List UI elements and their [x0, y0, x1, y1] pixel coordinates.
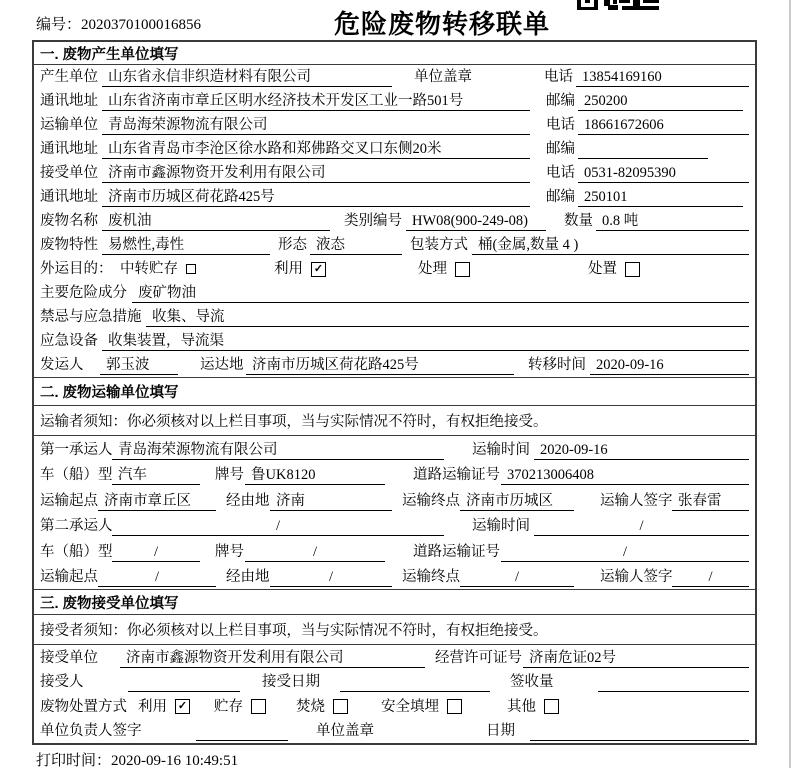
transport-address-label: 通讯地址 — [40, 141, 98, 157]
producer-zip-value: 250200 — [578, 91, 743, 111]
origin-2-label: 运输起点 — [40, 569, 98, 585]
producer-phone-value: 13854169160 — [576, 67, 749, 87]
option-utilize-label: 利用 — [274, 261, 303, 277]
option-disposal-other — [507, 697, 559, 717]
transport-time-1-value: 2020-09-16 — [534, 440, 749, 460]
receive-unit-value: 济南市鑫源物资开发利用有限公司 — [102, 163, 530, 183]
vehicle-type-1-label: 车（船）型 — [40, 467, 113, 483]
row-receiver-person — [34, 670, 755, 695]
row-main-hazard — [34, 281, 755, 305]
row-shipper — [34, 353, 755, 377]
row-producer-unit — [34, 65, 755, 89]
producer-unit-value: 山东省永信非织造材料有限公司 — [102, 67, 392, 87]
option-disposal-storage-label: 贮存 — [214, 698, 243, 715]
row-second-carrier — [34, 513, 755, 539]
row-route-1 — [34, 487, 755, 513]
transport-phone-label: 电话 — [546, 117, 575, 133]
via-2-label: 经由地 — [226, 569, 270, 585]
transport-unit-value: 青岛海荣源物流有限公司 — [102, 115, 530, 135]
checkbox-disposal-landfill-icon — [447, 699, 462, 714]
origin-1-value: 济南市章丘区 — [98, 491, 216, 511]
page-right-edge — [789, 0, 791, 768]
option-disposal-utilize — [138, 697, 190, 717]
destination-label: 运达地 — [200, 357, 244, 373]
vehicle-type-2-label: 车（船）型 — [40, 543, 113, 560]
receive-phone-label: 电话 — [546, 165, 575, 181]
checkbox-dispose-icon — [625, 262, 640, 277]
carrier-sign-2-value: / — [672, 567, 749, 587]
option-transit-storage-label: 中转贮存 — [120, 261, 178, 277]
second-carrier-value: / — [112, 516, 444, 536]
waste-character-label: 废物特性 — [40, 237, 98, 253]
checkbox-treat-icon — [455, 262, 470, 277]
carrier-sign-2-label: 运输人签字 — [600, 569, 673, 585]
second-carrier-label: 第二承运人 — [40, 518, 113, 534]
license-number-label: 经营许可证号 — [435, 649, 522, 666]
vehicle-type-2-value: / — [112, 542, 200, 562]
row-route-2 — [34, 564, 755, 590]
receive-address-value: 济南市历城区荷花路425号 — [102, 187, 530, 207]
origin-1-label: 运输起点 — [40, 492, 98, 509]
received-amount-value — [598, 672, 749, 692]
receive-unit-label: 接受单位 — [40, 165, 98, 181]
receive-date-label: 接受日期 — [262, 674, 320, 690]
receiving-unit-label: 接受单位 — [40, 649, 98, 666]
receiver-notice-text: 你必须核对以上栏目事项，当与实际情况不符时，有权拒绝接受。 — [127, 623, 548, 639]
terminal-1-value: 济南市历城区 — [460, 491, 574, 511]
packing-method-value: 桶(金属,数量 4 ) — [472, 235, 749, 255]
receiver-person-value — [128, 672, 240, 692]
row-receiving-unit — [34, 645, 755, 670]
waste-character-value: 易燃性,毒性 — [102, 235, 270, 255]
checkbox-disposal-other-icon — [544, 699, 559, 714]
transport-time-2-label: 运输时间 — [472, 518, 530, 534]
date-value — [530, 721, 749, 741]
category-code-label: 类别编号 — [344, 213, 402, 229]
producer-address-value: 山东省济南市章丘区明水经济技术开发区工业一路501号 — [102, 91, 530, 111]
row-waste-character — [34, 233, 755, 257]
emergency-equipment-value: 收集装置，导流渠 — [102, 331, 749, 351]
destination-value: 济南市历城区荷花路425号 — [246, 355, 514, 375]
unit-seal-label-2: 单位盖章 — [316, 723, 374, 739]
section-2-header: 二. 废物运输单位填写 — [34, 377, 755, 406]
row-receive-unit — [34, 161, 755, 185]
road-permit-1-label: 道路运输证号 — [413, 467, 500, 483]
main-hazard-label: 主要危险成分 — [40, 285, 127, 301]
option-disposal-other-label: 其他 — [507, 698, 536, 715]
carrier-sign-1-label: 运输人签字 — [600, 492, 673, 509]
row-emergency-equipment — [34, 329, 755, 353]
plate-number-2-value: / — [245, 542, 385, 562]
option-dispose — [588, 259, 640, 279]
transport-phone-value: 18661672606 — [578, 115, 749, 135]
receiver-notice-label: 接受者须知： — [40, 623, 127, 639]
checkbox-disposal-incinerate-icon — [333, 699, 348, 714]
row-transport-unit — [34, 113, 755, 137]
leader-signature-value — [196, 721, 288, 741]
transporter-notice — [34, 406, 755, 436]
shipper-value: 郭玉波 — [100, 355, 178, 375]
checkbox-transit-storage-icon — [186, 264, 196, 274]
transfer-time-value: 2020-09-16 — [590, 355, 749, 375]
received-amount-label: 签收量 — [510, 674, 554, 690]
option-disposal-landfill — [381, 697, 462, 717]
terminal-2-value: / — [460, 567, 574, 587]
taboo-measures-value: 收集、导流 — [146, 307, 749, 327]
option-disposal-storage — [214, 697, 266, 717]
transport-zip-value — [578, 139, 708, 159]
waste-name-label: 废物名称 — [40, 213, 98, 229]
emergency-equipment-label: 应急设备 — [40, 333, 98, 349]
transport-unit-label: 运输单位 — [40, 117, 98, 133]
packing-method-label: 包装方式 — [410, 237, 468, 253]
origin-2-value: / — [98, 567, 216, 587]
category-code-value: HW08(900-249-08) — [406, 211, 546, 231]
checkbox-disposal-storage-icon — [251, 699, 266, 714]
print-time-label: 打印时间： — [36, 753, 112, 769]
option-utilize — [274, 259, 326, 279]
producer-address-label: 通讯地址 — [40, 93, 98, 109]
road-permit-1-value: 370213006408 — [501, 465, 749, 485]
serial-value: 2020370100016856 — [81, 17, 202, 33]
plate-number-2-label: 牌号 — [215, 543, 244, 560]
option-disposal-incinerate — [296, 697, 348, 717]
serial-label: 编号： — [36, 17, 82, 33]
transport-time-1-label: 运输时间 — [472, 441, 530, 458]
serial-number — [36, 13, 201, 34]
row-disposal-method — [34, 694, 755, 719]
receiver-person-label: 接受人 — [40, 674, 84, 690]
receiving-unit-value: 济南市鑫源物资开发利用有限公司 — [120, 648, 425, 668]
plate-number-1-label: 牌号 — [215, 467, 244, 483]
checkbox-utilize-icon: ✓ — [311, 262, 326, 277]
row-transfer-purpose — [34, 257, 755, 281]
option-transit-storage — [120, 259, 196, 279]
disposal-method-label: 废物处置方式 — [40, 698, 127, 715]
receive-address-label: 通讯地址 — [40, 189, 98, 205]
via-2-value: / — [270, 567, 392, 587]
row-vehicle-1 — [34, 462, 755, 488]
taboo-measures-label: 禁忌与应急措施 — [40, 309, 142, 325]
unit-seal-label: 单位盖章 — [414, 69, 472, 85]
row-waste-name — [34, 209, 755, 233]
road-permit-2-value: / — [501, 542, 749, 562]
vehicle-type-1-value: 汽车 — [112, 465, 200, 485]
via-1-label: 经由地 — [226, 492, 270, 509]
shipper-label: 发运人 — [40, 357, 84, 373]
row-transport-address — [34, 137, 755, 161]
option-disposal-incinerate-label: 焚烧 — [296, 698, 325, 715]
option-treat — [418, 259, 470, 279]
checkbox-disposal-utilize-icon: ✓ — [175, 699, 190, 714]
page-title: 危险废物转移联单 — [334, 9, 551, 39]
first-carrier-value: 青岛海荣源物流有限公司 — [112, 440, 444, 460]
waste-form-label: 形态 — [278, 237, 307, 253]
terminal-2-label: 运输终点 — [402, 569, 460, 585]
license-number-value: 济南危证02号 — [523, 648, 749, 668]
receive-zip-label: 邮编 — [546, 189, 575, 205]
option-treat-label: 处理 — [418, 261, 447, 277]
terminal-1-label: 运输终点 — [402, 492, 460, 509]
receive-zip-value: 250101 — [578, 187, 743, 207]
option-disposal-utilize-label: 利用 — [138, 698, 167, 715]
first-carrier-label: 第一承运人 — [40, 441, 113, 458]
transfer-time-label: 转移时间 — [528, 357, 586, 373]
row-first-carrier — [34, 436, 755, 462]
quantity-value: 0.8 吨 — [596, 211, 749, 231]
main-hazard-value: 废矿物油 — [132, 283, 749, 303]
transport-address-value: 山东省青岛市李沧区徐水路和郑佛路交叉口东侧20米 — [102, 139, 530, 159]
leader-signature-label: 单位负责人签字 — [40, 723, 142, 739]
print-time-value: 2020-09-16 10:49:51 — [111, 753, 239, 769]
receiver-notice — [34, 615, 755, 645]
via-1-value: 济南 — [270, 491, 392, 511]
transfer-manifest-form — [32, 40, 757, 745]
receive-date-value — [340, 672, 490, 692]
option-disposal-landfill-label: 安全填埋 — [381, 698, 439, 715]
transporter-notice-text: 你必须核对以上栏目事项，当与实际情况不符时，有权拒绝接受。 — [127, 414, 548, 430]
receive-phone-value: 0531-82095390 — [578, 163, 749, 183]
road-permit-2-label: 道路运输证号 — [413, 543, 500, 560]
option-dispose-label: 处置 — [588, 261, 617, 277]
producer-phone-label: 电话 — [544, 69, 573, 85]
row-leader-signature — [34, 719, 755, 744]
qr-code-fragment-icon — [577, 0, 659, 11]
section-3-header: 三. 废物接受单位填写 — [34, 589, 755, 615]
print-time — [36, 749, 238, 770]
transfer-purpose-label: 外运目的： — [40, 261, 113, 277]
row-producer-address — [34, 89, 755, 113]
producer-unit-label: 产生单位 — [40, 69, 98, 85]
row-receive-address — [34, 185, 755, 209]
carrier-sign-1-value: 张春雷 — [672, 491, 749, 511]
waste-form-value: 液态 — [310, 235, 402, 255]
transporter-notice-label: 运输者须知： — [40, 414, 127, 430]
row-vehicle-2 — [34, 538, 755, 564]
producer-zip-label: 邮编 — [546, 93, 575, 109]
transport-time-2-value: / — [534, 516, 749, 536]
waste-name-value: 废机油 — [102, 211, 330, 231]
quantity-label: 数量 — [564, 213, 593, 229]
row-taboo-measures — [34, 305, 755, 329]
transport-zip-label: 邮编 — [546, 141, 575, 157]
section-1-header: 一. 废物产生单位填写 — [34, 42, 755, 65]
date-label: 日期 — [486, 723, 515, 739]
plate-number-1-value: 鲁UK8120 — [245, 465, 385, 485]
